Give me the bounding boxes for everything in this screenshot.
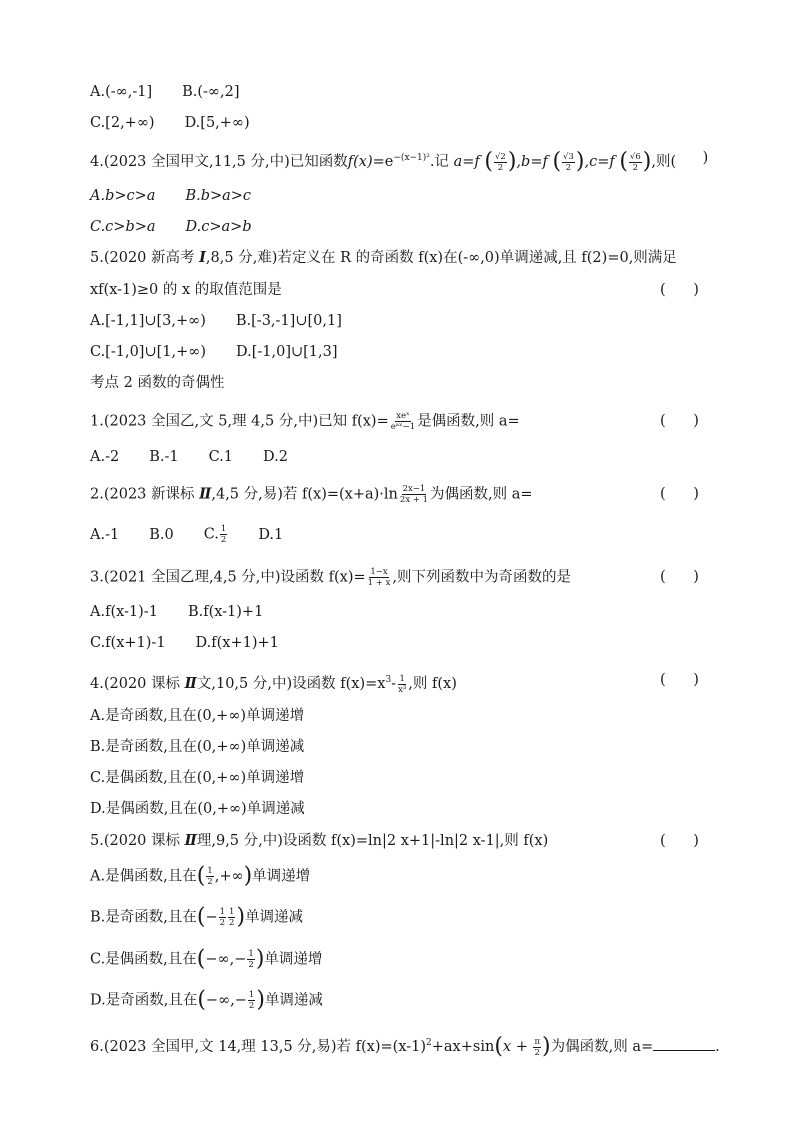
fraction: $\frac{2x-1}{2x + 1}$ — [399, 484, 429, 505]
problem-6-stem: 6.(2023 全国甲,文 14,理 13,5 分,易)若 $f(x)=(x-1)^2+ax+\sin(x$ + $\frac{\pi}{2}$ )为偶函数,则 a= . — [90, 1034, 720, 1059]
problem-3-stem: 3.(2021 全国乙理,4,5 分,中)设函数 f(x)= $\frac{1-x}{1 + x}$ ,则下列函数中为奇函数的是 — [90, 567, 572, 588]
question-4-options-row-2 — [90, 217, 282, 237]
question-4-options-row-1 — [90, 186, 281, 206]
problem-5-option-a[interactable]: A.是偶函数,且在( $\frac{1}{2}$ ,+∞)单调递增 — [90, 863, 311, 889]
problem-4-stem: 4.(2020 课标 Ⅱ文,10,5 分,中)设函数 $f(x)=x^3-$ $\frac{1}{\text{x³}}$ ,则 f(x) — [90, 673, 457, 695]
option-a[interactable]: A.(-∞,-1] — [90, 84, 153, 100]
problem-4-option-c[interactable]: C.是偶函数,且在(0,+∞)单调递增 — [90, 770, 305, 786]
question-5-options-row-1 — [90, 311, 372, 331]
fraction: $\frac{\text{xeˣ}}{\text{eᵃˣ−1}}$ — [390, 411, 416, 432]
fraction: $\frac{\pi}{2}$ — [534, 1036, 541, 1058]
option-c[interactable]: C.[-1,0]∪[1,+∞) — [90, 344, 206, 360]
option-d[interactable]: D.[-1,0]∪[1,3] — [236, 344, 338, 360]
answer-paren[interactable]: ( ) — [660, 672, 699, 688]
question-5-options-row-2 — [90, 342, 368, 362]
option-d[interactable]: D.c>a>b — [185, 219, 252, 235]
option-d[interactable]: D.2 — [263, 449, 288, 465]
fraction: $\frac{1}{\text{x³}}$ — [398, 673, 407, 695]
problem-5-option-b[interactable]: B.是奇函数,且在(− $\frac{1}{2}$ $\frac{1}{2}$ )单调递减 — [90, 904, 304, 930]
problem-4-option-d[interactable]: D.是偶函数,且在(0,+∞)单调递减 — [90, 801, 305, 817]
option-c[interactable]: C.f(x+1)-1 — [90, 635, 166, 651]
fraction: $\frac{1}{2}$ — [220, 524, 227, 545]
option-b[interactable]: B.b>a>c — [185, 188, 252, 204]
answer-paren[interactable]: ) — [675, 150, 709, 166]
option-d[interactable]: D.f(x+1)+1 — [195, 635, 279, 651]
option-a[interactable]: A.[-1,1]∪[3,+∞) — [90, 313, 206, 329]
option-d[interactable]: D.[5,+∞) — [184, 115, 250, 131]
problem-4-option-b[interactable]: B.是奇函数,且在(0,+∞)单调递减 — [90, 739, 305, 755]
option-b[interactable]: B.(-∞,2] — [182, 84, 240, 100]
question-4-stem: 4.(2023 全国甲文,11,5 分,中)已知函数$f(x)=e^{-(x-1)^2}$.记 a=f ( $\frac{√2}{2}$ ),b=f ( $\frac{√3}{2}$ ),c=f ( $\frac{√6}{2}$ ),则( — [90, 149, 677, 174]
option-c[interactable]: C. $\frac{1}{2}$ — [203, 524, 227, 545]
fraction: $\frac{√6}{2}$ — [629, 151, 641, 173]
option-c[interactable]: C.c>b>a — [90, 219, 156, 235]
fraction: $\frac{√3}{2}$ — [563, 151, 574, 173]
problem-2-stem: 2.(2023 新课标 Ⅱ,4,5 分,易)若 f(x)=(x+a)·ln $\frac{2x-1}{2x + 1}$ 为偶函数,则 a= — [90, 484, 533, 505]
problem-5-option-c[interactable]: C.是偶函数,且在(−∞,− $\frac{1}{2}$ )单调递增 — [90, 946, 323, 972]
problem-5-option-d[interactable]: D.是奇函数,且在(−∞,− $\frac{1}{2}$ )单调递减 — [90, 987, 323, 1013]
option-a[interactable]: A.-2 — [90, 449, 120, 465]
answer-paren[interactable]: ( ) — [660, 282, 699, 298]
option-b[interactable]: B.-1 — [149, 449, 179, 465]
option-c[interactable]: C.1 — [208, 449, 234, 465]
section-heading: 考点 2 函数的奇偶性 — [90, 375, 225, 391]
option-b[interactable]: B.f(x-1)+1 — [187, 604, 264, 620]
option-c[interactable]: C.[2,+∞) — [90, 115, 155, 131]
fraction: $\frac{1}{2}$ — [248, 949, 254, 970]
option-b[interactable]: B.0 — [149, 526, 174, 543]
answer-paren[interactable]: ( ) — [660, 486, 699, 502]
problem-1-options — [90, 447, 318, 467]
option-a[interactable]: A.f(x-1)-1 — [90, 604, 158, 620]
answer-blank[interactable] — [653, 1036, 715, 1051]
problem-1-stem: 1.(2023 全国乙,文 5,理 4,5 分,中)已知 f(x)= $\frac{\text{xeˣ}}{\text{eᵃˣ−1}}$ 是偶函数,则 a= — [90, 411, 520, 432]
answer-paren[interactable]: ( ) — [660, 569, 699, 585]
question-5-stem-line-1: 5.(2020 新高考 Ⅰ,8,5 分,难)若定义在 R 的奇函数 f(x)在(-∞,0)单调递减,且 f(2)=0,则满足 — [90, 249, 677, 266]
question-5-stem-line-2: xf(x-1)≥0 的 x 的取值范围是 — [90, 282, 282, 298]
option-b[interactable]: B.[-3,-1]∪[0,1] — [235, 313, 342, 329]
answer-paren[interactable]: ( ) — [660, 833, 699, 849]
fraction: $\frac{1}{2}$ — [248, 990, 255, 1011]
answer-paren[interactable]: ( ) — [660, 413, 699, 429]
fraction: $\frac{√2}{2}$ — [495, 151, 506, 173]
problem-5-stem: 5.(2020 课标 Ⅱ理,9,5 分,中)设函数 f(x)=ln|2 x+1|-ln|2 x-1|,则 f(x) — [90, 832, 549, 849]
fraction: $\frac{1}{2}$ — [219, 907, 226, 928]
prev-options-row-1 — [90, 82, 270, 102]
prev-options-row-2 — [90, 113, 280, 133]
fraction: $\frac{1}{2}$ — [229, 907, 235, 928]
option-a[interactable]: A.b>c>a — [90, 188, 156, 204]
problem-4-option-a[interactable]: A.是奇函数,且在(0,+∞)单调递增 — [90, 708, 305, 724]
option-a[interactable]: A.-1 — [90, 526, 120, 543]
problem-3-options-row-2 — [90, 633, 309, 653]
fraction: $\frac{1-x}{1 + x}$ — [367, 567, 391, 588]
fraction: $\frac{1}{2}$ — [207, 866, 213, 887]
option-d[interactable]: D.1 — [258, 526, 284, 543]
problem-3-options-row-1 — [90, 602, 293, 622]
problem-2-options — [90, 524, 313, 545]
